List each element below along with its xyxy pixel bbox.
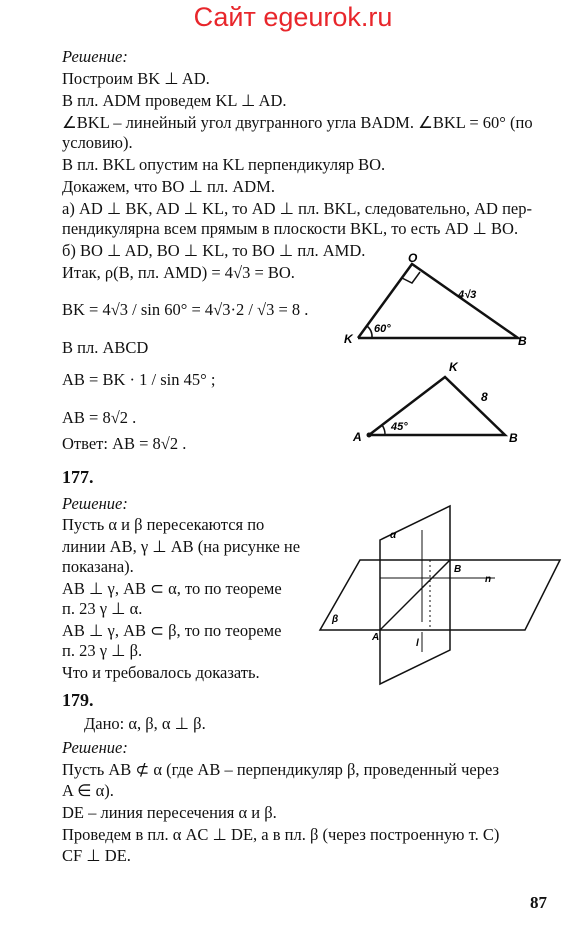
text-line: а) AD ⊥ BK, AD ⊥ KL, то AD ⊥ пл. BKL, следовательно, AD пер-	[62, 199, 533, 218]
text-line: ∠BKL – линейный угол двугранного угла BADM. ∠BKL = 60° (по	[62, 113, 533, 132]
text-line: Дано: α, β, α ⊥ β.	[84, 714, 206, 733]
problem-number: 179.	[62, 690, 94, 710]
text-line: В пл. ADM проведем KL ⊥ AD.	[62, 91, 287, 110]
text-line: A ∈ α).	[62, 781, 114, 800]
text-line: DE – линия пересечения α и β.	[62, 803, 277, 822]
answer-line: Ответ: AB = 8√2 .	[62, 434, 187, 453]
vertex-k-label: K	[344, 332, 353, 346]
text-line: В пл. ABCD	[62, 338, 149, 357]
triangle-okb-figure	[340, 250, 540, 350]
page-number: 87	[530, 893, 547, 912]
solution-label: Решение:	[62, 494, 128, 513]
text-line: В пл. BKL опустим на KL перпендикуляр BO.	[62, 155, 386, 174]
solution-label: Решение:	[62, 47, 128, 66]
vertex-b-label: B	[509, 431, 518, 445]
formula-bk: BK = 4√3 / sin 60° = 4√3·2 / √3 = 8 .	[62, 300, 309, 319]
text-line: Что и требовалось доказать.	[62, 663, 260, 682]
line-l-label: l	[416, 638, 419, 649]
alpha-label: α	[390, 530, 397, 541]
text-line: пендикулярна всем прямым в плоскости BKL, то есть AD ⊥ BO.	[62, 219, 519, 238]
site-header: Сайт egeurok.ru	[193, 2, 393, 32]
planes-figure	[310, 500, 570, 690]
beta-label: β	[332, 614, 339, 625]
text-line: п. 23 γ ⊥ β.	[62, 641, 143, 660]
vertex-b-label: B	[518, 334, 527, 348]
vertex-o-label: O	[408, 251, 418, 265]
text-line: Построим BK ⊥ AD.	[62, 69, 210, 88]
text-line: б) BO ⊥ AD, BO ⊥ KL, то BO ⊥ пл. AMD.	[62, 241, 366, 260]
text-line: AB ⊥ γ, AB ⊂ α, то по теореме	[62, 579, 282, 598]
line-n-label: n	[485, 574, 492, 585]
text-line: п. 23 γ ⊥ α.	[62, 599, 143, 618]
solution-label: Решение:	[62, 738, 128, 757]
text-line: CF ⊥ DE.	[62, 846, 131, 865]
side-ob-label: 4√3	[458, 289, 477, 301]
formula-ab: AB = BK · 1 / sin 45° ;	[62, 370, 216, 389]
text-line: Проведем в пл. α AC ⊥ DE, а в пл. β (через построенную т. C)	[62, 825, 500, 844]
vertex-k-label: K	[449, 360, 458, 374]
text-line: линии AB, γ ⊥ AB (на рисунке не	[62, 537, 301, 556]
point-a-label: A	[372, 632, 380, 643]
point-b-label: B	[454, 564, 462, 575]
triangle-akb-figure	[345, 355, 535, 445]
formula-ab-value: AB = 8√2 .	[62, 408, 137, 427]
text-line: Докажем, что BO ⊥ пл. ADM.	[62, 177, 275, 196]
angle-a-label: 45°	[391, 421, 408, 433]
text-line: показана).	[62, 557, 134, 576]
text-line: условию).	[62, 133, 133, 152]
text-line: AB ⊥ γ, AB ⊂ β, то по теореме	[62, 621, 282, 640]
vertex-a-label: A	[353, 430, 362, 444]
text-line: Пусть AB ⊄ α (где AB – перпендикуляр β, проведенный через	[62, 760, 500, 779]
angle-k-label: 60°	[374, 323, 391, 335]
text-line: Пусть α и β пересекаются по	[62, 515, 265, 534]
side-kb-label: 8	[481, 390, 488, 404]
problem-number: 177.	[62, 467, 94, 487]
text-line: Итак, ρ(B, пл. AMD) = 4√3 = BO.	[62, 263, 295, 282]
